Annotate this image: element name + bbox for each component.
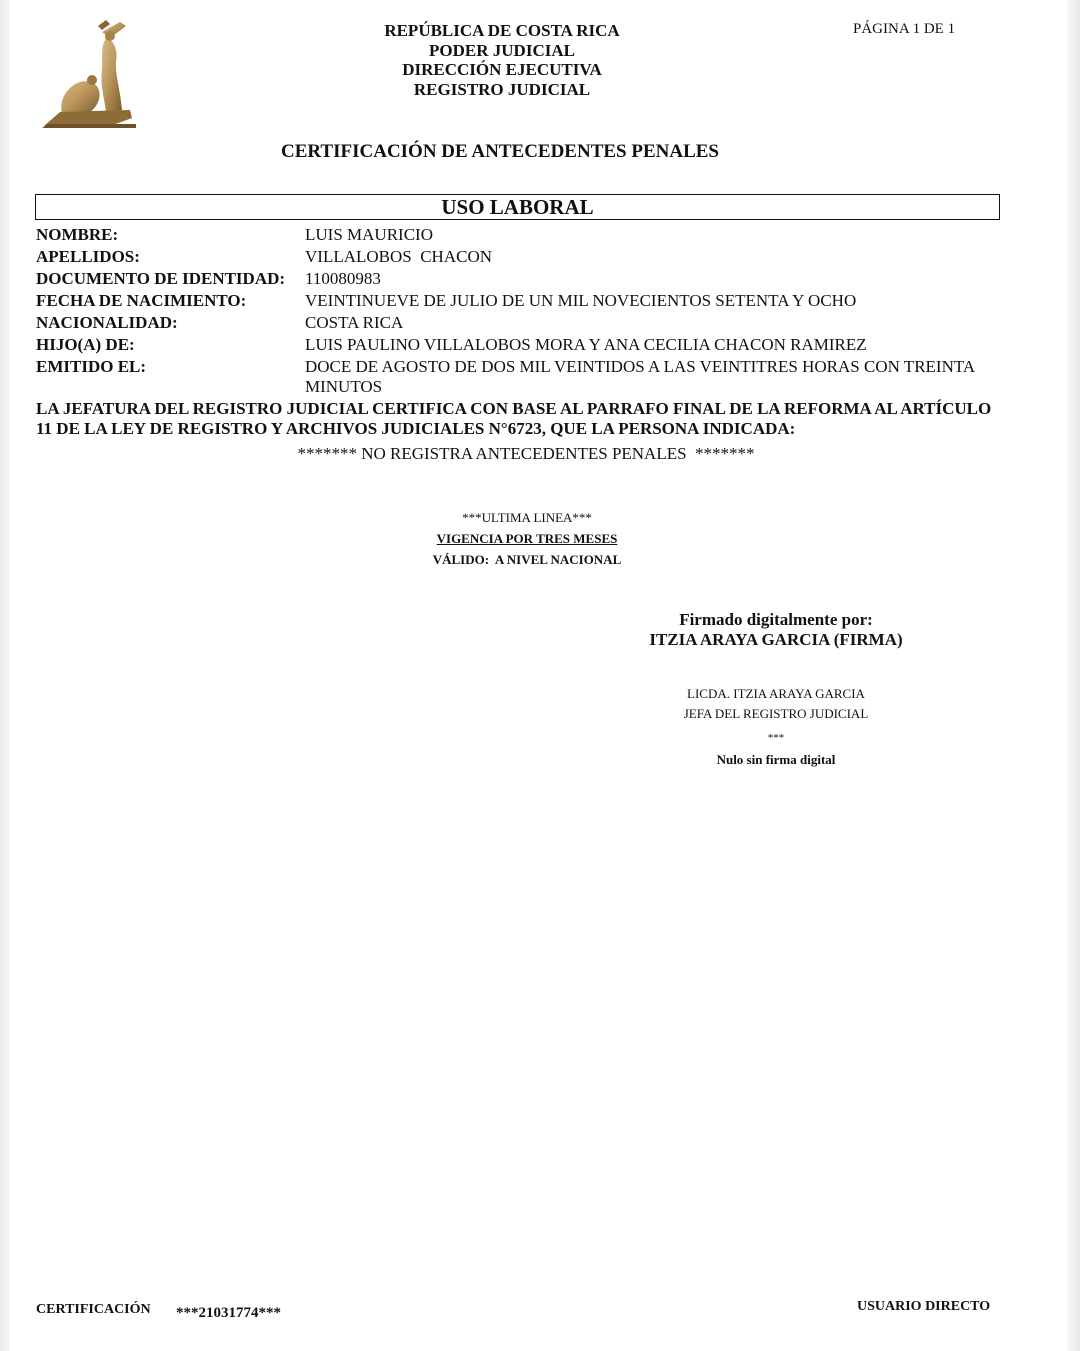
usage-box xyxy=(35,194,1000,220)
signature-validity-note: Nulo sin firma digital xyxy=(716,752,836,767)
field-value: VILLALOBOS CHACON xyxy=(305,247,492,266)
header-line-directorate: DIRECCIÓN EJECUTIVA xyxy=(402,60,602,79)
digital-signature-signer: ITZIA ARAYA GARCIA (FIRMA) xyxy=(649,630,903,649)
header-line-branch: PODER JUDICIAL xyxy=(429,40,575,60)
header-line-country: REPÚBLICA DE COSTA RICA xyxy=(384,21,620,40)
field-value: COSTA RICA xyxy=(305,313,404,332)
field-label: FECHA DE NACIMIENTO: xyxy=(36,291,247,310)
field-label: NACIONALIDAD: xyxy=(36,313,178,332)
certification-number: ***21031774*** xyxy=(176,1305,281,1321)
field-value: LUIS MAURICIO xyxy=(305,225,433,244)
signer-name: LICDA. ITZIA ARAYA GARCIA xyxy=(687,686,865,701)
record-result: ******* NO REGISTRA ANTECEDENTES PENALES ******* xyxy=(297,444,755,463)
justice-statue-icon xyxy=(40,18,144,130)
page-number: PÁGINA 1 DE 1 xyxy=(853,21,956,37)
digital-signature-header: Firmado digitalmente por: xyxy=(679,610,873,629)
usage-label: USO LABORAL xyxy=(441,195,594,219)
signer-role: JEFA DEL REGISTRO JUDICIAL xyxy=(683,706,869,721)
user-type: USUARIO DIRECTO xyxy=(857,1299,991,1314)
field-label: APELLIDOS: xyxy=(36,247,140,266)
validity-period: VIGENCIA POR TRES MESES xyxy=(436,531,618,546)
field-label: EMITIDO EL: xyxy=(36,357,147,376)
issuing-authority-header xyxy=(302,21,702,99)
field-value: LUIS PAULINO VILLALOBOS MORA Y ANA CECILIA CHACON RAMIREZ xyxy=(305,335,867,354)
field-label: DOCUMENTO DE IDENTIDAD: xyxy=(36,269,286,288)
field-value: 110080983 xyxy=(305,269,381,288)
validity-scope: VÁLIDO: A NIVEL NACIONAL xyxy=(432,552,622,567)
signature-separator: *** xyxy=(767,732,785,744)
field-label: NOMBRE: xyxy=(36,225,119,244)
last-line-marker: ***ULTIMA LINEA*** xyxy=(462,510,592,525)
header-line-registry: REGISTRO JUDICIAL xyxy=(413,79,591,99)
document-title: CERTIFICACIÓN DE ANTECEDENTES PENALES xyxy=(280,141,719,162)
field-value: DOCE DE AGOSTO DE DOS MIL VEINTIDOS A LAS VEINTITRES HORAS CON TREINTA MINUTOS xyxy=(305,357,975,396)
certification-statement: LA JEFATURA DEL REGISTRO JUDICIAL CERTIFICA CON BASE AL PARRAFO FINAL DE LA REFORMA AL ARTÍCULO 11 DE LA LEY DE REGISTRO Y ARCHIVOS JUDICIALES N°6723, QUE LA PERSONA INDICADA: xyxy=(36,399,992,438)
field-value: VEINTINUEVE DE JULIO DE UN MIL NOVECIENTOS SETENTA Y OCHO xyxy=(305,291,857,310)
page-right-edge xyxy=(1068,0,1080,1351)
field-label: HIJO(A) DE: xyxy=(36,335,135,354)
page-left-edge xyxy=(0,0,10,1351)
certification-label: CERTIFICACIÓN xyxy=(36,1302,151,1317)
